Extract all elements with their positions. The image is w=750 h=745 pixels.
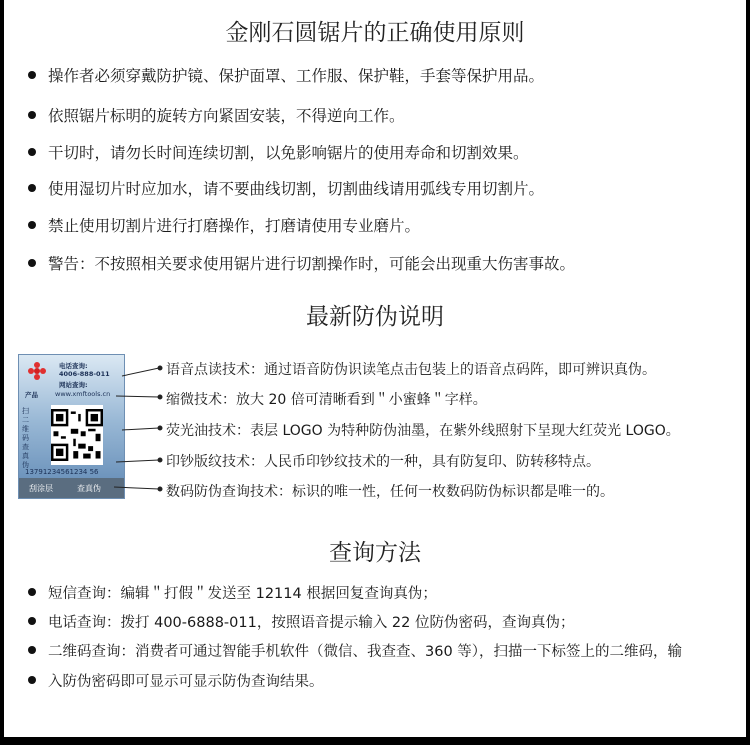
bullet-icon xyxy=(28,676,36,684)
list-item: 二维码查询：消费者可通过智能手机软件（微信、我查查、360 等），扫描一下标签上的二维码，输 xyxy=(28,640,682,661)
list-item: 入防伪密码即可显示可显示防伪查询结果。 xyxy=(28,670,324,691)
label-phone: 4006-888-011 xyxy=(59,370,110,378)
label-web-title: 网站查询: xyxy=(59,381,88,389)
bullet-icon xyxy=(28,617,36,625)
label-verify: 查真伪 xyxy=(77,484,101,493)
label-side-text: 扫二维码查真伪 xyxy=(22,407,29,469)
label-web: www.xmftools.cn xyxy=(55,390,111,398)
list-item: 电话查询：拨打 400-6888-011，按照语音提示输入 22 位防伪密码，查询真伪； xyxy=(28,611,575,632)
page xyxy=(4,0,746,737)
feature-item: 印钞版纹技术：人民币印钞纹技术的一种，具有防复印、防转移特点。 xyxy=(166,454,600,470)
section2-title: 最新防伪说明 xyxy=(306,304,444,330)
list-item: 依照锯片标明的旋转方向紧固安装，不得逆向工作。 xyxy=(28,104,405,126)
bullet-icon xyxy=(28,646,36,654)
feature-item: 缩微技术：放大 20 倍可清晰看到＂小蜜蜂＂字样。 xyxy=(166,392,487,408)
feature-item: 语音点读技术：通过语音防伪识读笔点击包装上的语音点码阵，即可辨识真伪。 xyxy=(166,362,656,378)
list-item: 警告：不按照相关要求使用锯片进行切割操作时，可能会出现重大伤害事故。 xyxy=(28,252,575,274)
list-item: 禁止使用切割片进行打磨操作，打磨请使用专业磨片。 xyxy=(28,214,420,236)
list-item: 干切时，请勿长时间连续切割，以免影响锯片的使用寿命和切割效果。 xyxy=(28,141,529,163)
feature-item: 数码防伪查询技术：标识的唯一性，任何一枚数码防伪标识都是唯一的。 xyxy=(166,484,614,500)
label-product: 产品 xyxy=(25,391,38,399)
label-code: 13791234561234 56 xyxy=(25,468,99,476)
section1-title: 金刚石圆锯片的正确使用原则 xyxy=(225,20,525,46)
label-phone-title: 电话查询: xyxy=(59,362,88,370)
feature-item: 荧光油技术：表层 LOGO 为特种防伪油墨，在紫外线照射下呈现大红荧光 LOGO。 xyxy=(166,423,680,439)
section3-title: 查询方法 xyxy=(329,540,421,566)
bullet-icon xyxy=(28,588,36,596)
label-scratch: 刮涂层 xyxy=(29,484,53,493)
list-item: 使用湿切片时应加水，请不要曲线切割，切割曲线请用弧线专用切割片。 xyxy=(28,177,544,199)
list-item: 短信查询：编辑＂打假＂发送至 12114 根据回复查询真伪； xyxy=(28,582,437,603)
list-item: 操作者必须穿戴防护镜、保护面罩、工作服、保护鞋，手套等保护用品。 xyxy=(28,64,544,86)
